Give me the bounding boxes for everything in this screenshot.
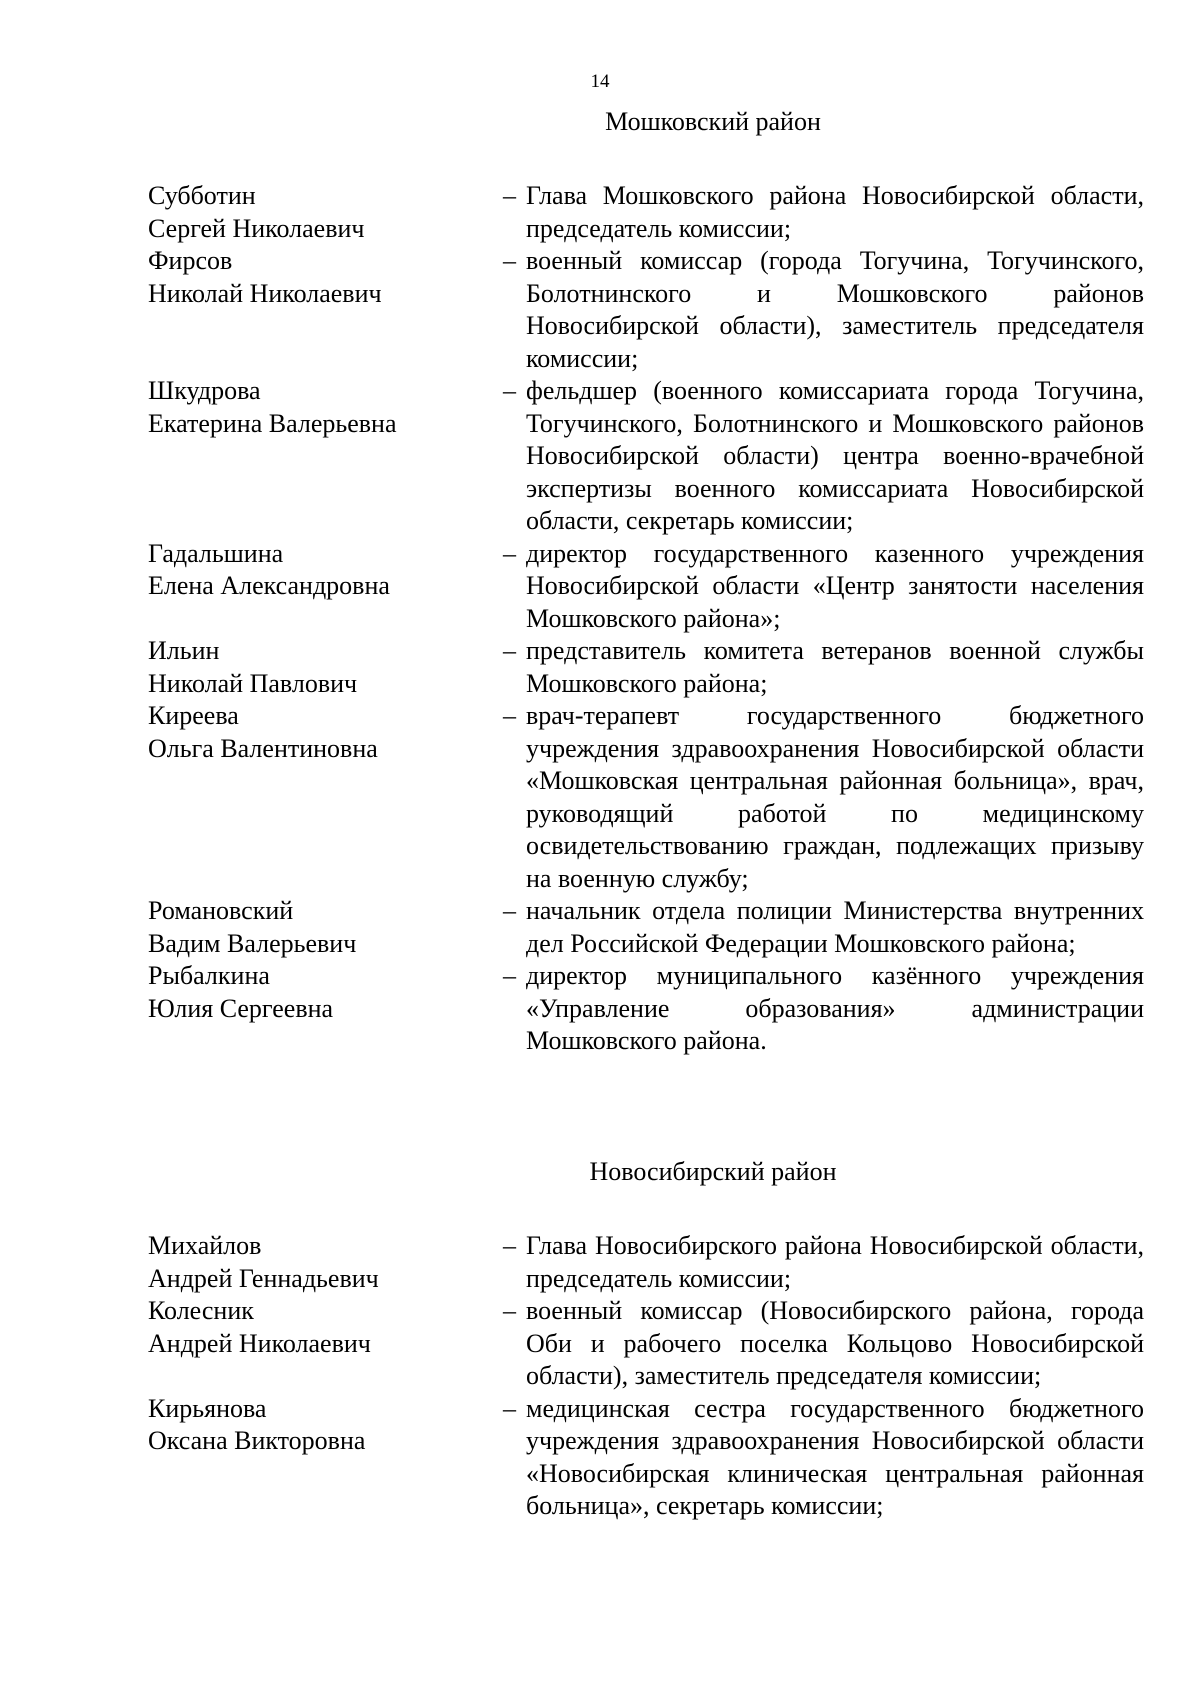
- section-title: Новосибирский район: [589, 1157, 837, 1186]
- member-given-name: Сергей Николаевич: [148, 213, 365, 243]
- member-name: [148, 895, 493, 960]
- member-surname: Гадальшина: [148, 538, 284, 568]
- member-name: [148, 538, 493, 603]
- member-name: [148, 180, 493, 245]
- member-role: фельдшер (военного комиссариата города Тогучина, Тогучинского, Болотнинского и Мошковского районов Новосибирской области) центра военно-врачебной экспертизы военного комиссариата Новосибирской области, секретарь комиссии;: [526, 376, 1144, 535]
- member-surname: Фирсов: [148, 246, 233, 275]
- member-entry: [148, 245, 1148, 375]
- member-role: Глава Мошковского района Новосибирской области, председатель комиссии;: [526, 181, 1144, 243]
- member-name: [148, 1393, 493, 1458]
- member-surname: Колесник: [148, 1296, 254, 1325]
- section-novosibirsky: [148, 1156, 1148, 1523]
- dash-separator: –: [503, 1296, 516, 1325]
- member-entry: [148, 895, 1148, 960]
- dash-separator: –: [503, 246, 516, 275]
- dash-separator: –: [503, 181, 516, 210]
- member-name: [148, 700, 493, 765]
- member-role: директор государственного казенного учреждения Новосибирской области «Центр занятости населения Мошковского района»;: [526, 538, 1144, 633]
- member-entry: [148, 1295, 1148, 1393]
- member-role: представитель комитета ветеранов военной службы Мошковского района;: [526, 636, 1144, 698]
- member-surname: Романовский: [148, 896, 294, 925]
- dash-separator: –: [503, 1393, 516, 1423]
- member-entry: [148, 700, 1148, 895]
- member-entry: [148, 375, 1148, 538]
- dash-separator: –: [503, 376, 516, 405]
- member-entry: [148, 635, 1148, 700]
- member-given-name: Андрей Геннадьевич: [148, 1263, 379, 1293]
- member-entry: [148, 1230, 1148, 1295]
- dash-separator: –: [503, 538, 516, 568]
- member-surname: Шкудрова: [148, 376, 261, 405]
- member-given-name: Елена Александровна: [148, 571, 390, 600]
- member-given-name: Николай Николаевич: [148, 278, 382, 308]
- member-given-name: Екатерина Валерьевна: [148, 408, 397, 438]
- member-role: медицинская сестра государственного бюджетного учреждения здравоохранения Новосибирской области «Новосибирская клиническая центральная районная больница», секретарь комиссии;: [526, 1393, 1144, 1520]
- member-entry: [148, 1393, 1148, 1523]
- member-surname: Киреева: [148, 701, 239, 730]
- member-role: директор муниципального казённого учреждения «Управление образования» администрации Мошковского района.: [526, 961, 1144, 1055]
- member-given-name: Вадим Валерьевич: [148, 928, 357, 958]
- section-moshkovsky: [148, 106, 1148, 1058]
- member-entry: [148, 960, 1148, 1058]
- member-entry: [148, 180, 1148, 245]
- member-role: военный комиссар (города Тогучина, Тогучинского, Болотнинского и Мошковского районов Новосибирской области), заместитель председателя комиссии;: [526, 246, 1144, 373]
- member-name: [148, 1295, 493, 1360]
- section-title: Мошковский район: [605, 107, 821, 136]
- dash-separator: –: [503, 896, 516, 925]
- member-surname: Субботин: [148, 181, 256, 210]
- member-role: начальник отдела полиции Министерства внутренних дел Российской Федерации Мошковского района;: [526, 896, 1144, 958]
- member-given-name: Николай Павлович: [148, 668, 358, 698]
- member-surname: Рыбалкина: [148, 961, 270, 990]
- member-name: [148, 1230, 493, 1295]
- member-given-name: Ольга Валентиновна: [148, 733, 378, 763]
- member-role: военный комиссар (Новосибирского района, города Оби и рабочего поселка Кольцово Новосибирской области), заместитель председателя комиссии;: [526, 1296, 1144, 1390]
- member-name: [148, 375, 493, 440]
- member-name: [148, 245, 493, 310]
- member-name: [148, 635, 493, 700]
- member-role: врач-терапевт государственного бюджетного учреждения здравоохранения Новосибирской области «Мошковская центральная районная больница», врач, руководящий работой по медицинскому освидетельствованию граждан, подлежащих призыву на военную службу;: [526, 701, 1144, 893]
- member-role: Глава Новосибирского района Новосибирской области, председатель комиссии;: [526, 1231, 1144, 1293]
- member-surname: Кирьянова: [148, 1393, 267, 1423]
- member-given-name: Оксана Викторовна: [148, 1426, 366, 1455]
- dash-separator: –: [503, 701, 516, 730]
- dash-separator: –: [503, 636, 516, 665]
- member-name: [148, 960, 493, 1025]
- dash-separator: –: [503, 1231, 516, 1260]
- page-number: 14: [590, 71, 610, 92]
- member-given-name: Андрей Николаевич: [148, 1328, 371, 1358]
- member-entry: [148, 538, 1148, 636]
- member-surname: Ильин: [148, 636, 220, 665]
- member-surname: Михайлов: [148, 1231, 262, 1260]
- member-given-name: Юлия Сергеевна: [148, 993, 334, 1023]
- dash-separator: –: [503, 961, 516, 990]
